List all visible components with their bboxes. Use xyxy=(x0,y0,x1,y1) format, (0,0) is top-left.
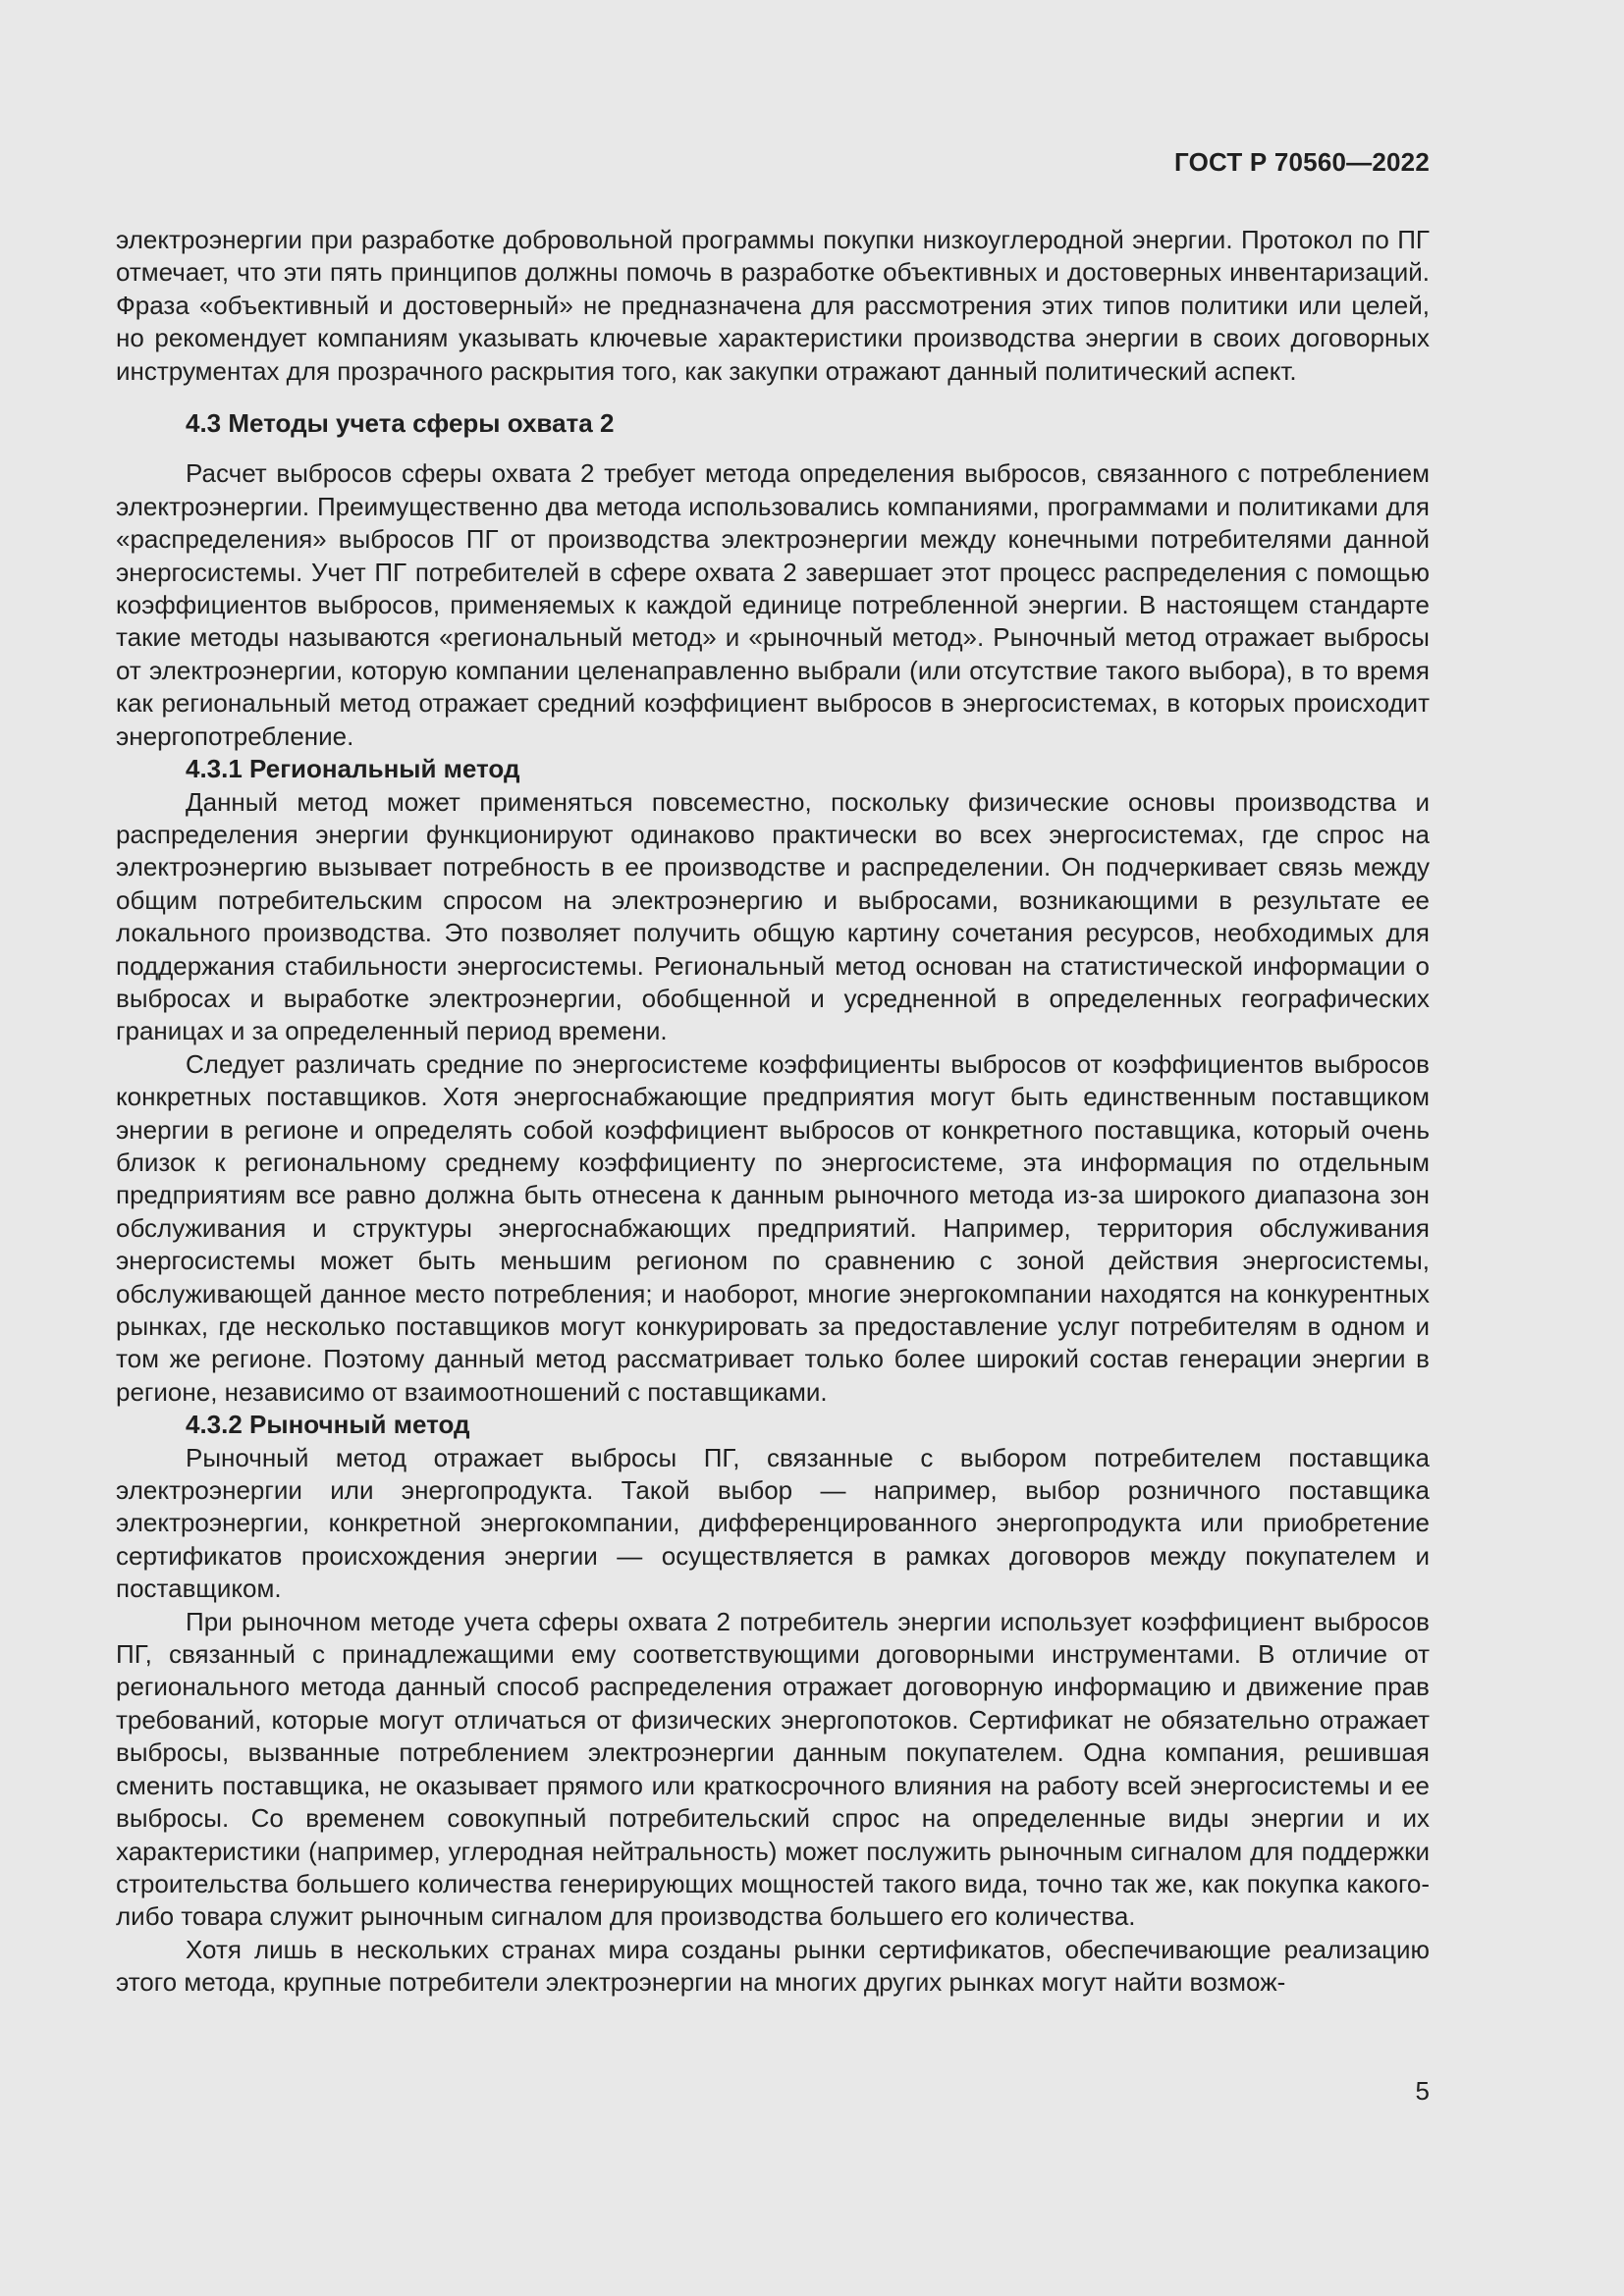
page-body xyxy=(116,224,1430,2000)
page-number: 5 xyxy=(1415,2076,1430,2106)
section-heading-4-3: 4.3 Методы учета сферы охвата 2 xyxy=(186,408,615,439)
subsection-heading-4-3-2: 4.3.2 Рыночный метод xyxy=(186,1410,470,1440)
paragraph-certificate-markets: Хотя лишь в нескольких странах мира созданы рынки сертификатов, обеспечивающие реализацию этого метода, крупные потребители электроэнергии на многих других рынках могут найти возмож- xyxy=(116,1934,1430,1998)
paragraph-market-method-details: При рыночном методе учета сферы охвата 2 потребитель энергии использует коэффициент выбросов ПГ, связанный с принадлежащими ему соответствующими договорными инструментами. В отличие от регионального метода данный способ распределения отражает договорную информацию и движение прав требований, которые могут отличаться от физических энергопотоков. Сертификат не обязательно отражает выбросы, вызванные потреблением электроэнергии данным покупателем. Одна компания, решившая сменить поставщика, не оказывает прямого или краткосрочного влияния на работу всей энергосистемы и ее выбросы. Со временем совокупный потребительский спрос на определенные виды энергии и их характеристики (например, углеродная нейтральность) может послужить рыночным сигналом для поддержки строительства большего количества генерирующих мощностей такого вида, точно так же, как покупка какого-либо товара служит рыночным сигналом для производства большего его количества. xyxy=(116,1606,1430,1932)
paragraph-grid-vs-supplier: Следует различать средние по энергосистеме коэффициенты выбросов от коэффициентов выбросов конкретных поставщиков. Хотя энергоснабжающие предприятия могут быть единственным поставщиком энергии в регионе и определять собой коэффициент выбросов от конкретного поставщика, который очень близок к региональному среднему коэффициенту по энергосистеме, эта информация по отдельным предприятиям все равно должна быть отнесена к данным рыночного метода из-за широкого диапазона зон обслуживания и структуры энергоснабжающих предприятий. Например, территория обслуживания энергосистемы может быть меньшим регионом по сравнению с зоной действия энергосистемы, обслуживающей данное место потребления; и наоборот, многие энергокомпании находятся на конкурентных рынках, где несколько поставщиков могут конкурировать за предоставление услуг потребителям в одном и том же регионе. Поэтому данный метод рассматривает только более широкий состав генерации энергии в регионе, независимо от взаимоотношений с поставщиками. xyxy=(116,1048,1430,1407)
paragraph-scope2-methods: Расчет выбросов сферы охвата 2 требует метода определения выбросов, связанного с потреблением электроэнергии. Преимущественно два метода использовались компаниями, программами и политиками для «распределения» выбросов ПГ от производства электроэнергии между конечными потребителями данной энергосистемы. Учет ПГ потребителей в сфере охвата 2 завершает этот процесс распределения с помощью коэффициентов выбросов, применяемых к каждой единице потребленной энергии. В настоящем стандарте такие методы называются «региональный метод» и «рыночный метод». Рыночный метод отражает выбросы от электроэнергии, которую компании целенаправленно выбрали (или отсутствие такого выбора), в то время как региональный метод отражает средний коэффициент выбросов в энергосистемах, в которых происходит энергопотребление. xyxy=(116,458,1430,751)
subsection-heading-4-3-1: 4.3.1 Региональный метод xyxy=(186,754,520,784)
document-code-header: ГОСТ Р 70560—2022 xyxy=(1174,147,1430,177)
paragraph-regional-method: Данный метод может применяться повсеместно, поскольку физические основы производства и распределения энергии функционируют одинаково практически во всех энергосистемах, где спрос на электроэнергию вызывает потребность в ее производстве и распределении. Он подчеркивает связь между общим потребительским спросом на электроэнергию и выбросами, возникающими в результате ее локального производства. Это позволяет получить общую картину сочетания ресурсов, необходимых для поддержания стабильности энергосистемы. Региональный метод основан на статистической информации о выбросах и выработке электроэнергии, обобщенной и усредненной в определенных географических границах и за определенный период времени. xyxy=(116,786,1430,1046)
paragraph-continuation: электроэнергии при разработке добровольной программы покупки низкоуглеродной энергии. Протокол по ПГ отмечает, что эти пять принципов должны помочь в разработке объективных и достоверных инвентаризаций. Фраза «объективный и достоверный» не предназначена для рассмотрения этих типов политики или целей, но рекомендует компаниям указывать ключевые характеристики производства энергии в своих договорных инструментах для прозрачного раскрытия того, как закупки отражают данный политический аспект. xyxy=(116,225,1430,386)
paragraph-market-method: Рыночный метод отражает выбросы ПГ, связанные с выбором потребителем поставщика электроэнергии или энергопродукта. Такой выбор — например, выбор розничного поставщика электроэнергии, конкретной энергокомпании, дифференцированного энергопродукта или приобретение сертификатов происхождения энергии — осуществляется в рамках договоров между покупателем и поставщиком. xyxy=(116,1442,1430,1604)
